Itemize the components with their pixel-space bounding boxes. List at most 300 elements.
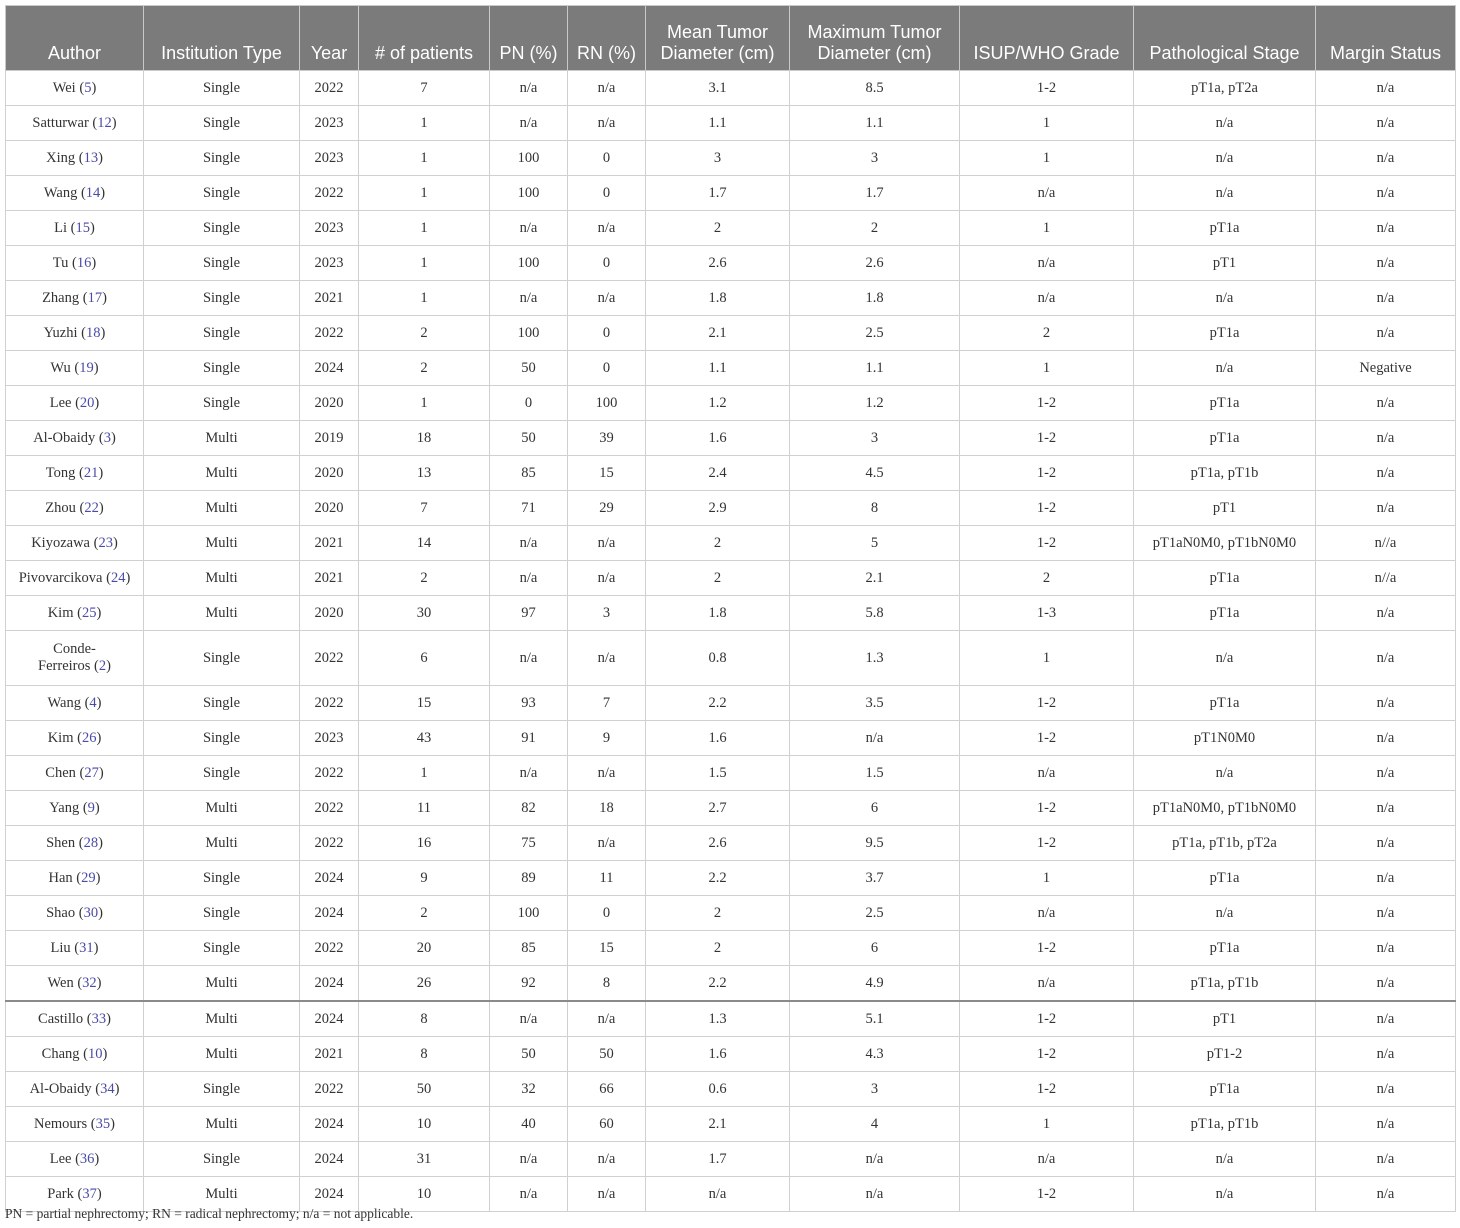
cell-rn: n/a	[568, 1177, 646, 1212]
author-name-line2: Ferreiros	[38, 658, 91, 674]
cell-stage: pT1a	[1134, 211, 1316, 246]
cell-margin: n/a	[1316, 896, 1456, 931]
table-container	[5, 5, 1455, 1212]
cell-mean-diameter: 3.1	[646, 71, 790, 106]
cell-patients: 26	[359, 966, 490, 1002]
cell-stage: n/a	[1134, 176, 1316, 211]
cell-stage: pT1N0M0	[1134, 721, 1316, 756]
cell-pn: 50	[490, 1037, 568, 1072]
table-row	[6, 71, 1456, 106]
cell-author: Xing (13)	[6, 141, 144, 176]
author-name: Park	[47, 1185, 74, 1202]
cell-mean-diameter: 2	[646, 561, 790, 596]
cell-stage: n/a	[1134, 281, 1316, 316]
header-patients: # of patients	[359, 6, 490, 71]
author-name: Nemours	[34, 1115, 88, 1132]
cell-patients: 6	[359, 631, 490, 686]
cell-rn: n/a	[568, 561, 646, 596]
cell-year: 2021	[300, 281, 359, 316]
cell-author: Park (37)	[6, 1177, 144, 1212]
table-row	[6, 351, 1456, 386]
cell-rn: n/a	[568, 71, 646, 106]
cell-pn: n/a	[490, 211, 568, 246]
cell-rn: 29	[568, 491, 646, 526]
author-name: Al-Obaidy	[29, 1080, 92, 1097]
cell-institution-type: Single	[144, 316, 300, 351]
header-year: Year	[300, 6, 359, 71]
table-row	[6, 316, 1456, 351]
cell-grade: n/a	[960, 176, 1134, 211]
reference-link[interactable]: 12	[97, 114, 112, 131]
cell-institution-type: Single	[144, 281, 300, 316]
table-row	[6, 1142, 1456, 1177]
cell-pn: 0	[490, 386, 568, 421]
cell-max-diameter: 3	[790, 421, 960, 456]
cell-institution-type: Multi	[144, 596, 300, 631]
cell-max-diameter: 1.5	[790, 756, 960, 791]
cell-patients: 11	[359, 791, 490, 826]
cell-margin: n/a	[1316, 1107, 1456, 1142]
author-name: Liu	[50, 939, 71, 956]
cell-patients: 20	[359, 931, 490, 966]
cell-margin: n/a	[1316, 246, 1456, 281]
cell-mean-diameter: 2	[646, 896, 790, 931]
cell-mean-diameter: 1.6	[646, 421, 790, 456]
cell-margin: n/a	[1316, 686, 1456, 721]
cell-rn: 3	[568, 596, 646, 631]
table-row	[6, 1107, 1456, 1142]
cell-rn: n/a	[568, 526, 646, 561]
reference-link[interactable]: 31	[79, 939, 94, 956]
reference-link[interactable]: 19	[79, 359, 94, 376]
cell-pn: n/a	[490, 71, 568, 106]
cell-margin: n/a	[1316, 791, 1456, 826]
cell-pn: 89	[490, 861, 568, 896]
cell-margin: n/a	[1316, 141, 1456, 176]
cell-pn: 71	[490, 491, 568, 526]
cell-margin: n/a	[1316, 1001, 1456, 1037]
cell-rn: 11	[568, 861, 646, 896]
cell-pn: 85	[490, 931, 568, 966]
cell-patients: 1	[359, 141, 490, 176]
cell-grade: 1-2	[960, 686, 1134, 721]
author-name: Shen	[46, 834, 76, 851]
cell-author: Yang (9)	[6, 791, 144, 826]
cell-grade: 1	[960, 141, 1134, 176]
cell-margin: n/a	[1316, 71, 1456, 106]
cell-mean-diameter: 1.5	[646, 756, 790, 791]
reference-link[interactable]: 15	[75, 219, 90, 236]
cell-rn: 0	[568, 896, 646, 931]
author-name: Chen	[45, 764, 76, 781]
cell-stage: pT1a	[1134, 686, 1316, 721]
cell-margin: Negative	[1316, 351, 1456, 386]
cell-stage: pT1a, pT1b	[1134, 456, 1316, 491]
cell-grade: 2	[960, 561, 1134, 596]
cell-institution-type: Single	[144, 896, 300, 931]
reference-link[interactable]: 20	[79, 394, 95, 411]
cell-margin: n/a	[1316, 861, 1456, 896]
cell-margin: n/a	[1316, 491, 1456, 526]
cell-grade: 1-2	[960, 1001, 1134, 1037]
cell-year: 2022	[300, 316, 359, 351]
cell-max-diameter: n/a	[790, 1142, 960, 1177]
author-name: Kim	[47, 729, 74, 746]
reference-link[interactable]: 18	[85, 324, 101, 341]
cell-stage: pT1a, pT2a	[1134, 71, 1316, 106]
cell-institution-type: Single	[144, 71, 300, 106]
reference-link[interactable]: 23	[98, 534, 113, 551]
cell-stage: pT1aN0M0, pT1bN0M0	[1134, 526, 1316, 561]
cell-author: Liu (31)	[6, 931, 144, 966]
cell-patients: 10	[359, 1107, 490, 1142]
cell-grade: 1-2	[960, 1072, 1134, 1107]
cell-max-diameter: 6	[790, 791, 960, 826]
cell-max-diameter: 1.1	[790, 351, 960, 386]
cell-grade: 1-2	[960, 456, 1134, 491]
table-row	[6, 141, 1456, 176]
cell-grade: 1	[960, 351, 1134, 386]
cell-grade: 1-2	[960, 721, 1134, 756]
reference-link[interactable]: 34	[100, 1080, 115, 1097]
cell-pn: 32	[490, 1072, 568, 1107]
cell-rn: n/a	[568, 281, 646, 316]
cell-patients: 1	[359, 176, 490, 211]
cell-author: Zhou (22)	[6, 491, 144, 526]
cell-max-diameter: 3	[790, 141, 960, 176]
cell-margin: n/a	[1316, 966, 1456, 1002]
cell-pn: n/a	[490, 631, 568, 686]
cell-patients: 10	[359, 1177, 490, 1212]
cell-pn: 100	[490, 246, 568, 281]
cell-institution-type: Single	[144, 931, 300, 966]
cell-margin: n/a	[1316, 826, 1456, 861]
cell-year: 2021	[300, 561, 359, 596]
cell-mean-diameter: 2.9	[646, 491, 790, 526]
cell-grade: n/a	[960, 1142, 1134, 1177]
cell-grade: n/a	[960, 966, 1134, 1002]
cell-pn: n/a	[490, 526, 568, 561]
cell-mean-diameter: 2	[646, 211, 790, 246]
author-name: Wang	[43, 184, 78, 201]
cell-mean-diameter: n/a	[646, 1177, 790, 1212]
author-name: Zhou	[45, 499, 76, 516]
cell-stage: pT1	[1134, 1001, 1316, 1037]
reference-link[interactable]: 10	[87, 1045, 103, 1062]
cell-institution-type: Single	[144, 176, 300, 211]
cell-mean-diameter: 2.2	[646, 686, 790, 721]
cell-max-diameter: 2.5	[790, 316, 960, 351]
cell-year: 2024	[300, 1142, 359, 1177]
reference-link[interactable]: 17	[87, 289, 103, 306]
cell-mean-diameter: 2	[646, 526, 790, 561]
cell-margin: n/a	[1316, 211, 1456, 246]
cell-margin: n//a	[1316, 526, 1456, 561]
table-row	[6, 721, 1456, 756]
reference-link[interactable]: 37	[82, 1185, 97, 1202]
cell-rn: 100	[568, 386, 646, 421]
cell-author: Al-Obaidy (34)	[6, 1072, 144, 1107]
cell-rn: 7	[568, 686, 646, 721]
cell-stage: n/a	[1134, 106, 1316, 141]
reference-link[interactable]: 5	[84, 79, 92, 96]
cell-mean-diameter: 1.7	[646, 176, 790, 211]
cell-year: 2023	[300, 246, 359, 281]
cell-pn: n/a	[490, 281, 568, 316]
cell-author: Shen (28)	[6, 826, 144, 861]
cell-year: 2020	[300, 386, 359, 421]
reference-link[interactable]: 14	[85, 184, 101, 201]
reference-link[interactable]: 29	[81, 869, 96, 886]
cell-mean-diameter: 1.1	[646, 351, 790, 386]
cell-institution-type: Multi	[144, 1177, 300, 1212]
cell-rn: n/a	[568, 826, 646, 861]
cell-stage: pT1a	[1134, 421, 1316, 456]
cell-grade: 1	[960, 861, 1134, 896]
reference-link[interactable]: 25	[81, 604, 97, 621]
cell-pn: n/a	[490, 1177, 568, 1212]
cell-year: 2023	[300, 141, 359, 176]
cell-patients: 31	[359, 1142, 490, 1177]
cell-margin: n/a	[1316, 931, 1456, 966]
cell-year: 2023	[300, 211, 359, 246]
cell-year: 2024	[300, 351, 359, 386]
cell-rn: 15	[568, 456, 646, 491]
cell-rn: 50	[568, 1037, 646, 1072]
cell-patients: 2	[359, 896, 490, 931]
table-row	[6, 631, 1456, 686]
cell-patients: 7	[359, 491, 490, 526]
cell-rn: n/a	[568, 1001, 646, 1037]
cell-pn: 75	[490, 826, 568, 861]
reference-link[interactable]: 24	[110, 569, 126, 586]
cell-author: Tong (21)	[6, 456, 144, 491]
cell-grade: 1	[960, 211, 1134, 246]
cell-author: Li (15)	[6, 211, 144, 246]
author-name: Han	[48, 869, 73, 886]
reference-link[interactable]: 26	[81, 729, 97, 746]
cell-year: 2020	[300, 596, 359, 631]
cell-grade: n/a	[960, 246, 1134, 281]
cell-patients: 2	[359, 351, 490, 386]
cell-pn: n/a	[490, 561, 568, 596]
table-row	[6, 526, 1456, 561]
cell-max-diameter: 2.6	[790, 246, 960, 281]
cell-mean-diameter: 2.7	[646, 791, 790, 826]
cell-stage: n/a	[1134, 631, 1316, 686]
reference-link[interactable]: 33	[91, 1010, 107, 1027]
reference-link[interactable]: 3	[103, 429, 111, 446]
cell-stage: pT1a	[1134, 596, 1316, 631]
cell-institution-type: Multi	[144, 491, 300, 526]
cell-mean-diameter: 0.6	[646, 1072, 790, 1107]
author-name: Satturwar	[32, 114, 89, 131]
cell-stage: pT1a, pT1b, pT2a	[1134, 826, 1316, 861]
reference-link[interactable]: 4	[89, 694, 97, 711]
author-name: Yang	[49, 799, 80, 816]
cell-rn: 0	[568, 351, 646, 386]
cell-stage: n/a	[1134, 351, 1316, 386]
cell-author: Castillo (33)	[6, 1001, 144, 1037]
cell-grade: 1-2	[960, 491, 1134, 526]
cell-pn: n/a	[490, 106, 568, 141]
author-name: Wei	[52, 79, 76, 96]
table-row	[6, 826, 1456, 861]
cell-pn: n/a	[490, 1001, 568, 1037]
cell-year: 2022	[300, 686, 359, 721]
cell-author: Pivovarcikova (24)	[6, 561, 144, 596]
header-stage: Pathological Stage	[1134, 6, 1316, 71]
cell-stage: pT1a	[1134, 316, 1316, 351]
cell-institution-type: Multi	[144, 826, 300, 861]
cell-margin: n/a	[1316, 1072, 1456, 1107]
cell-patients: 9	[359, 861, 490, 896]
cell-pn: 92	[490, 966, 568, 1002]
cell-pn: 50	[490, 421, 568, 456]
cell-year: 2022	[300, 176, 359, 211]
cell-mean-diameter: 2.1	[646, 316, 790, 351]
author-name: Wang	[47, 694, 81, 711]
cell-year: 2022	[300, 1072, 359, 1107]
cell-mean-diameter: 3	[646, 141, 790, 176]
cell-margin: n/a	[1316, 386, 1456, 421]
reference-link[interactable]: 28	[83, 834, 99, 851]
cell-author: Wei (5)	[6, 71, 144, 106]
cell-margin: n/a	[1316, 421, 1456, 456]
cell-grade: 1-2	[960, 1037, 1134, 1072]
cell-stage: pT1a	[1134, 861, 1316, 896]
cell-institution-type: Multi	[144, 791, 300, 826]
cell-stage: pT1-2	[1134, 1037, 1316, 1072]
cell-mean-diameter: 2.2	[646, 966, 790, 1002]
header-rn: RN (%)	[568, 6, 646, 71]
reference-link[interactable]: 2	[98, 658, 107, 674]
header-mean-diameter: Mean Tumor Diameter (cm)	[646, 6, 790, 71]
cell-max-diameter: 8.5	[790, 71, 960, 106]
reference-link[interactable]: 35	[95, 1115, 111, 1132]
author-name: Wen	[47, 974, 74, 991]
cell-grade: 2	[960, 316, 1134, 351]
cell-grade: 1	[960, 631, 1134, 686]
cell-patients: 2	[359, 561, 490, 596]
cell-rn: 0	[568, 316, 646, 351]
cell-institution-type: Single	[144, 1142, 300, 1177]
cell-institution-type: Multi	[144, 561, 300, 596]
cell-stage: n/a	[1134, 1177, 1316, 1212]
cell-margin: n/a	[1316, 631, 1456, 686]
reference-link[interactable]: 21	[83, 464, 99, 481]
cell-max-diameter: 5.8	[790, 596, 960, 631]
table-row	[6, 966, 1456, 1002]
cell-rn: 18	[568, 791, 646, 826]
cell-patients: 15	[359, 686, 490, 721]
cell-year: 2024	[300, 861, 359, 896]
author-name: Kim	[47, 604, 74, 621]
cell-mean-diameter: 2	[646, 931, 790, 966]
cell-mean-diameter: 1.8	[646, 281, 790, 316]
author-name: Wu	[50, 359, 71, 376]
author-name: Lee	[49, 1150, 72, 1167]
cell-year: 2022	[300, 71, 359, 106]
cell-pn: 40	[490, 1107, 568, 1142]
reference-link[interactable]: 22	[84, 499, 99, 516]
cell-max-diameter: 2.1	[790, 561, 960, 596]
cell-institution-type: Single	[144, 861, 300, 896]
reference-link[interactable]: 9	[87, 799, 95, 816]
header-max-diameter: Maximum Tumor Diameter (cm)	[790, 6, 960, 71]
reference-link[interactable]: 16	[76, 254, 92, 271]
cell-pn: n/a	[490, 756, 568, 791]
cell-year: 2024	[300, 966, 359, 1002]
cell-author: Al-Obaidy (3)	[6, 421, 144, 456]
cell-rn: 15	[568, 931, 646, 966]
cell-patients: 1	[359, 246, 490, 281]
table-row	[6, 386, 1456, 421]
table-row	[6, 106, 1456, 141]
reference-link[interactable]: 32	[82, 974, 97, 991]
cell-rn: n/a	[568, 106, 646, 141]
cell-max-diameter: 5	[790, 526, 960, 561]
cell-institution-type: Single	[144, 351, 300, 386]
cell-stage: pT1a	[1134, 386, 1316, 421]
cell-patients: 1	[359, 386, 490, 421]
cell-rn: 0	[568, 246, 646, 281]
table-row	[6, 596, 1456, 631]
cell-institution-type: Single	[144, 631, 300, 686]
cell-institution-type: Single	[144, 721, 300, 756]
table-row	[6, 281, 1456, 316]
cell-mean-diameter: 1.1	[646, 106, 790, 141]
table-row	[6, 1037, 1456, 1072]
cell-institution-type: Single	[144, 686, 300, 721]
cell-pn: 100	[490, 141, 568, 176]
cell-stage: pT1aN0M0, pT1bN0M0	[1134, 791, 1316, 826]
cell-year: 2022	[300, 826, 359, 861]
author-name: Tu	[52, 254, 69, 271]
cell-grade: 1	[960, 1107, 1134, 1142]
reference-link[interactable]: 13	[83, 149, 99, 166]
reference-link[interactable]: 30	[83, 904, 99, 921]
cell-grade: 1-3	[960, 596, 1134, 631]
cell-margin: n//a	[1316, 561, 1456, 596]
cell-stage: pT1a	[1134, 931, 1316, 966]
cell-mean-diameter: 0.8	[646, 631, 790, 686]
cell-pn: 91	[490, 721, 568, 756]
cell-patients: 50	[359, 1072, 490, 1107]
cell-author: Wang (4)	[6, 686, 144, 721]
cell-grade: 1	[960, 106, 1134, 141]
cell-rn: 66	[568, 1072, 646, 1107]
author-name: Kiyozawa	[31, 534, 90, 551]
cell-max-diameter: 4.9	[790, 966, 960, 1002]
cell-max-diameter: n/a	[790, 1177, 960, 1212]
table-row	[6, 756, 1456, 791]
cell-grade: 1-2	[960, 71, 1134, 106]
cell-grade: n/a	[960, 896, 1134, 931]
cell-institution-type: Multi	[144, 421, 300, 456]
cell-mean-diameter: 2.4	[646, 456, 790, 491]
reference-link[interactable]: 27	[84, 764, 99, 781]
cell-stage: n/a	[1134, 1142, 1316, 1177]
cell-mean-diameter: 2.1	[646, 1107, 790, 1142]
author-name: Xing	[46, 149, 76, 166]
reference-link[interactable]: 36	[79, 1150, 95, 1167]
cell-mean-diameter: 1.6	[646, 721, 790, 756]
cell-grade: 1-2	[960, 386, 1134, 421]
cell-margin: n/a	[1316, 316, 1456, 351]
table-row	[6, 896, 1456, 931]
header-margin: Margin Status	[1316, 6, 1456, 71]
